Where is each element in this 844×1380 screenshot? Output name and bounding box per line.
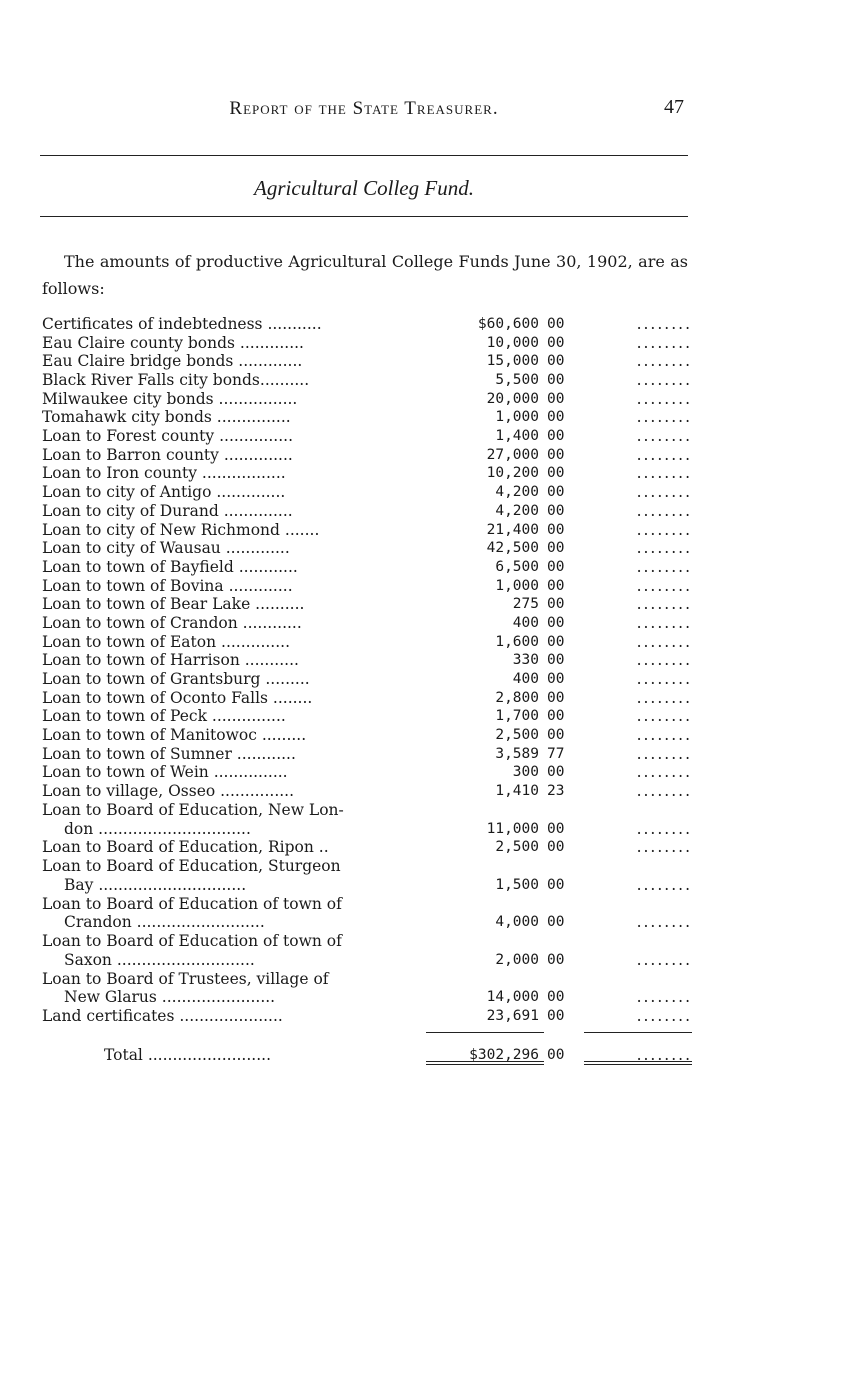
row-extra-column: ........ (636, 576, 692, 595)
row-amount: 4,200 (495, 484, 539, 501)
total-double-rule (426, 1064, 544, 1065)
row-extra-column: ........ (636, 557, 692, 576)
row-amount: 42,500 (486, 540, 539, 557)
row-extra-column: ........ (636, 613, 692, 632)
row-cents: 00 (547, 839, 565, 856)
row-extra-column: ........ (636, 408, 692, 427)
row-cents: 00 (547, 502, 565, 519)
row-cents: 00 (547, 521, 565, 538)
row-label-line: Loan to Board of Education, Sturgeon (42, 857, 341, 876)
table-row (42, 614, 692, 633)
row-extra-column: ........ (636, 427, 692, 446)
row-label: Loan to town of Eaton .............. (42, 632, 290, 651)
row-extra-column: ........ (636, 595, 692, 614)
table-row (42, 334, 692, 353)
top-rule (40, 155, 688, 156)
row-extra-column: ........ (636, 445, 692, 464)
row-extra-column: ........ (636, 819, 692, 838)
row-label: Certificates of indebtedness ........... (42, 314, 322, 333)
row-cents: 00 (547, 465, 565, 482)
row-label: Loan to town of Bayfield ............ (42, 557, 298, 576)
table-row (42, 932, 692, 970)
page-header (40, 98, 688, 128)
row-amount: 10,200 (486, 465, 539, 482)
table-row (42, 970, 692, 1008)
row-extra-column: ........ (636, 782, 692, 801)
row-label-continuation: Bay .............................. (64, 875, 247, 894)
row-label: Eau Claire county bonds ............. (42, 333, 304, 352)
row-label-continuation: Crandon .......................... (64, 913, 265, 932)
row-amount: 1,600 (495, 633, 539, 650)
total-double-rule-extra (584, 1061, 692, 1062)
row-cents: 00 (547, 390, 565, 407)
total-cents: 00 (547, 1047, 565, 1064)
row-extra-column: ........ (636, 464, 692, 483)
row-label-continuation: New Glarus ....................... (64, 988, 276, 1007)
row-extra-column: ........ (636, 950, 692, 969)
row-extra-column: ........ (636, 838, 692, 857)
row-label: Loan to town of Wein ............... (42, 763, 288, 782)
row-amount: $60,600 (477, 315, 539, 332)
table-row (42, 577, 692, 596)
row-extra-column: ........ (636, 539, 692, 558)
table-row (42, 390, 692, 409)
row-label: Loan to Forest county ............... (42, 427, 293, 446)
row-label (42, 932, 407, 969)
row-amount: 20,000 (486, 390, 539, 407)
row-cents: 00 (547, 671, 565, 688)
row-label-line: Loan to Board of Trustees, village of (42, 969, 329, 988)
row-label-continuation: don ............................... (64, 819, 251, 838)
table-row (42, 633, 692, 652)
row-amount: 1,700 (495, 708, 539, 725)
row-label: Tomahawk city bonds ............... (42, 408, 291, 427)
row-amount: 1,000 (495, 409, 539, 426)
row-cents: 00 (547, 820, 565, 837)
table-row (42, 838, 692, 857)
row-cents: 00 (547, 372, 565, 389)
row-extra-column: ........ (636, 371, 692, 390)
row-extra-column: ........ (636, 1007, 692, 1026)
row-extra-column: ........ (636, 352, 692, 371)
section-title: Agricultural Colleg Fund. (254, 176, 474, 200)
row-label: Black River Falls city bonds.......... (42, 371, 310, 390)
table-row (42, 895, 692, 933)
row-cents: 00 (547, 764, 565, 781)
row-cents: 00 (547, 876, 565, 893)
row-cents: 23 (547, 783, 565, 800)
table-row (42, 857, 692, 895)
running-title: Report of the State Treasurer. (229, 98, 499, 119)
row-amount: 330 (512, 652, 539, 669)
row-cents: 00 (547, 914, 565, 931)
row-label: Loan to town of Harrison ........... (42, 651, 299, 670)
row-label: Loan to town of Bovina ............. (42, 576, 293, 595)
row-label: Loan to town of Bear Lake .......... (42, 595, 305, 614)
row-cents: 00 (547, 446, 565, 463)
section-rule (40, 216, 688, 217)
table-row (42, 483, 692, 502)
row-amount: 275 (512, 596, 539, 613)
row-extra-column: ........ (636, 670, 692, 689)
row-label-line: Loan to Board of Education, Ripon .. (42, 838, 329, 857)
table-row (42, 764, 692, 783)
row-amount: 10,000 (486, 334, 539, 351)
intro-paragraph: The amounts of productive Agricultural College Funds June 30, 1902, are as follows: (42, 252, 688, 298)
row-extra-column: ........ (636, 501, 692, 520)
row-label: Eau Claire bridge bonds ............. (42, 352, 303, 371)
row-cents: 00 (547, 727, 565, 744)
table-row (42, 801, 692, 839)
row-label-line: Loan to Board of Education of town of (42, 894, 342, 913)
row-amount: 400 (512, 671, 539, 688)
row-amount: 2,500 (495, 839, 539, 856)
row-cents: 00 (547, 409, 565, 426)
row-amount: 11,000 (486, 820, 539, 837)
row-extra-column: ........ (636, 314, 692, 333)
row-label: Loan to town of Grantsburg ......... (42, 670, 310, 689)
row-cents: 00 (547, 989, 565, 1006)
row-extra-column: ........ (636, 875, 692, 894)
row-label: Loan to city of New Richmond ....... (42, 520, 320, 539)
row-cents: 77 (547, 745, 565, 762)
table-row (42, 595, 692, 614)
row-cents: 00 (547, 353, 565, 370)
table-row (42, 539, 692, 558)
row-amount: 2,000 (495, 951, 539, 968)
table-row (42, 745, 692, 764)
row-label (42, 895, 407, 932)
row-extra-column: ........ (636, 744, 692, 763)
subtotal-rule-extra (584, 1032, 692, 1033)
row-cents: 00 (547, 540, 565, 557)
row-extra-column: ........ (636, 688, 692, 707)
row-label: Loan to town of Oconto Falls ........ (42, 688, 313, 707)
row-cents: 00 (547, 596, 565, 613)
row-amount: 15,000 (486, 353, 539, 370)
row-label (42, 801, 407, 838)
row-label (42, 838, 407, 857)
row-label: Loan to Iron county ................. (42, 464, 286, 483)
total-label: Total ......................... (104, 1046, 271, 1065)
row-label-line: Land certificates ..................... (42, 1007, 283, 1026)
fund-table (42, 315, 692, 1065)
row-label: Loan to city of Wausau ............. (42, 539, 290, 558)
row-amount: 400 (512, 614, 539, 631)
table-row (42, 726, 692, 745)
row-label-line: Loan to Board of Education, New Lon- (42, 800, 344, 819)
row-extra-column: ........ (636, 913, 692, 932)
row-label: Loan to city of Durand .............. (42, 501, 293, 520)
table-row (42, 315, 692, 334)
total-amount: $302,296 (469, 1047, 539, 1064)
row-amount: 27,000 (486, 446, 539, 463)
row-amount: 6,500 (495, 558, 539, 575)
row-amount: 1,000 (495, 577, 539, 594)
row-extra-column: ........ (636, 763, 692, 782)
row-label: Loan to city of Antigo .............. (42, 483, 286, 502)
table-row (42, 707, 692, 726)
row-amount: 300 (512, 764, 539, 781)
row-extra-column: ........ (636, 707, 692, 726)
table-row (42, 670, 692, 689)
row-amount: 4,200 (495, 502, 539, 519)
table-row (42, 558, 692, 577)
row-amount: 1,500 (495, 876, 539, 893)
row-cents: 00 (547, 428, 565, 445)
subtotal-rule (426, 1032, 544, 1033)
row-label: Loan to town of Manitowoc ......... (42, 726, 307, 745)
table-row (42, 427, 692, 446)
row-cents: 00 (547, 1008, 565, 1025)
row-amount: 2,500 (495, 727, 539, 744)
table-row (42, 782, 692, 801)
row-label (42, 970, 407, 1007)
row-label (42, 1007, 407, 1026)
page-number: 47 (664, 96, 684, 118)
row-label: Loan to town of Sumner ............ (42, 744, 296, 763)
table-row (42, 371, 692, 390)
total-double-rule-extra (584, 1064, 692, 1065)
row-label: Loan to town of Peck ............... (42, 707, 286, 726)
row-extra-column: ........ (636, 333, 692, 352)
row-extra-column: ........ (636, 520, 692, 539)
row-cents: 00 (547, 334, 565, 351)
row-extra-column: ........ (636, 726, 692, 745)
row-amount: 4,000 (495, 914, 539, 931)
table-row (42, 465, 692, 484)
row-extra-column: ........ (636, 651, 692, 670)
row-amount: 5,500 (495, 372, 539, 389)
table-row (42, 502, 692, 521)
row-cents: 00 (547, 558, 565, 575)
row-label-continuation: Saxon ............................ (64, 950, 255, 969)
table-row (42, 408, 692, 427)
row-label: Milwaukee city bonds ................ (42, 389, 298, 408)
row-extra-column: ........ (636, 632, 692, 651)
row-amount: 2,800 (495, 689, 539, 706)
row-cents: 00 (547, 484, 565, 501)
row-cents: 00 (547, 315, 565, 332)
table-row (42, 651, 692, 670)
row-extra-column: ........ (636, 389, 692, 408)
row-label: Loan to village, Osseo ............... (42, 782, 295, 801)
row-amount: 21,400 (486, 521, 539, 538)
row-extra-column: ........ (636, 483, 692, 502)
table-row (42, 1007, 692, 1026)
row-extra-column: ........ (636, 988, 692, 1007)
row-cents: 00 (547, 689, 565, 706)
row-cents: 00 (547, 633, 565, 650)
total-double-rule (426, 1061, 544, 1062)
table-row (42, 352, 692, 371)
table-row (42, 446, 692, 465)
row-cents: 00 (547, 652, 565, 669)
table-row (42, 689, 692, 708)
table-row (42, 521, 692, 540)
row-label (42, 857, 407, 894)
row-label-line: Loan to Board of Education of town of (42, 932, 342, 951)
row-amount: 23,691 (486, 1008, 539, 1025)
row-cents: 00 (547, 577, 565, 594)
row-amount: 1,410 (495, 783, 539, 800)
row-label: Loan to town of Crandon ............ (42, 613, 302, 632)
row-label: Loan to Barron county .............. (42, 445, 293, 464)
total-extra: ........ (636, 1046, 692, 1065)
row-cents: 00 (547, 614, 565, 631)
row-amount: 14,000 (486, 989, 539, 1006)
row-amount: 3,589 (495, 745, 539, 762)
row-cents: 00 (547, 951, 565, 968)
row-cents: 00 (547, 708, 565, 725)
row-amount: 1,400 (495, 428, 539, 445)
